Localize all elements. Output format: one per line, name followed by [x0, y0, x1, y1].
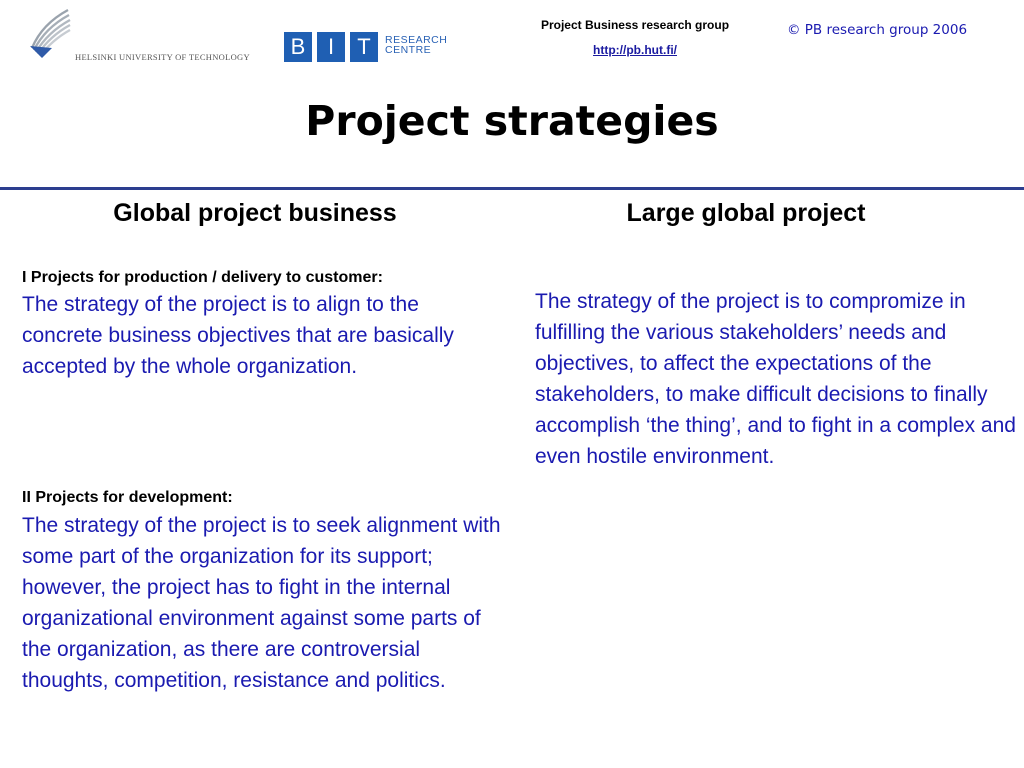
bit-subtitle-line-2: CENTRE [385, 44, 432, 56]
bit-letter-t: T [350, 32, 378, 62]
section-text-development: The strategy of the project is to seek alignment with some part of the organization for its support; however, the project has to fight in the internal organizational environment against some parts of the organization, as there are controversial thoughts, competition, resistance and politics. [22, 514, 501, 692]
hut-emblem-icon [28, 8, 74, 66]
left-column-heading: Global project business [113, 199, 397, 227]
hut-logo [28, 8, 258, 68]
right-column-heading: Large global project [626, 199, 866, 227]
large-project-strategy-text: The strategy of the project is to compromize in fulfilling the various stakeholders’ needs and objectives, to affect the expectations of the stakeholders, to make difficult decisions to finally accomplish ‘the thing’, and to fight in a complex and even hostile environment. [535, 290, 1016, 468]
copyright-notice: © PB research group 2006 [787, 22, 968, 38]
bit-subtitle-line-1: RESEARCH [385, 34, 448, 46]
section-label-development: II Projects for development: [22, 489, 233, 506]
university-name: HELSINKI UNIVERSITY OF TECHNOLOGY [75, 52, 250, 62]
section-label-production: I Projects for production / delivery to customer: [22, 269, 383, 286]
section-text-production: The strategy of the project is to align to the concrete business objectives that are basically accepted by the whole organization. [22, 293, 454, 378]
bit-letter-b: B [284, 32, 312, 62]
bit-research-centre-logo [284, 32, 474, 64]
group-link[interactable]: http://pb.hut.fi/ [593, 43, 677, 57]
group-title: Project Business research group [540, 18, 730, 32]
bit-subtitle [385, 35, 447, 55]
page-title: Project strategies [305, 97, 719, 145]
bit-letter-i: I [317, 32, 345, 62]
title-divider [0, 187, 1024, 190]
